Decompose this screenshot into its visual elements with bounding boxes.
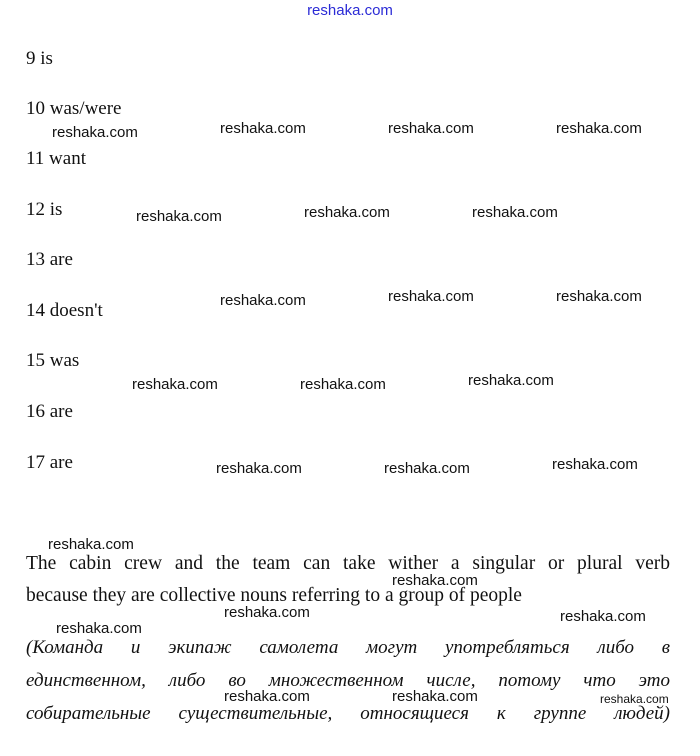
explanation-english: [26, 548, 670, 611]
answer-number: 16: [26, 401, 45, 422]
watermark: reshaka.com: [216, 460, 302, 477]
watermark: reshaka.com: [552, 456, 638, 473]
explanation-english-line: because they are collective nouns referring to a group of people: [26, 584, 522, 606]
answer-item-12: [26, 199, 62, 221]
answer-number: 15: [26, 350, 45, 371]
answer-word: is: [49, 199, 63, 220]
watermark: reshaka.com: [556, 120, 642, 137]
explanation-russian-line: собирательные существительные, относящиеся к группе людей): [26, 703, 670, 724]
watermark: reshaka.com: [136, 208, 222, 225]
watermark: reshaka.com: [300, 376, 386, 393]
answer-word: are: [49, 401, 73, 422]
answer-number: 9: [26, 48, 36, 69]
explanation-english-line: The cabin crew and the team can take wither a singular or plural verb: [26, 553, 670, 574]
answer-word: is: [40, 48, 53, 69]
watermark: reshaka.com: [560, 608, 646, 625]
watermark: reshaka.com: [220, 120, 306, 137]
answer-item-17: [26, 452, 73, 474]
answer-number: 11: [26, 148, 45, 169]
answer-word: are: [49, 452, 73, 473]
watermark: reshaka.com: [220, 292, 306, 309]
watermark: reshaka.com: [52, 124, 138, 141]
answer-word: doesn't: [49, 300, 103, 321]
explanation-russian-line: единственном, либо во множественном числе, потому что это: [26, 670, 670, 691]
watermark: reshaka.com: [384, 460, 470, 477]
answer-number: 14: [26, 300, 45, 321]
explanation-russian-line: (Команда и экипаж самолета могут употребляться либо в: [26, 637, 670, 658]
answer-number: 12: [26, 199, 45, 220]
watermark: reshaka.com: [224, 688, 310, 705]
watermark: reshaka.com: [392, 688, 478, 705]
answer-word: are: [49, 249, 73, 270]
site-header-link[interactable]: reshaka.com: [307, 2, 393, 19]
answer-word: was/were: [49, 98, 122, 119]
watermark: reshaka.com: [600, 692, 669, 706]
watermark: reshaka.com: [224, 604, 310, 621]
watermark: reshaka.com: [48, 536, 134, 553]
watermark: reshaka.com: [56, 620, 142, 637]
watermark: reshaka.com: [556, 288, 642, 305]
answer-number: 17: [26, 452, 45, 473]
watermark: reshaka.com: [304, 204, 390, 221]
watermark: reshaka.com: [132, 376, 218, 393]
watermark: reshaka.com: [472, 204, 558, 221]
answer-item-10: [26, 98, 122, 120]
watermark: reshaka.com: [388, 120, 474, 137]
answer-item-13: [26, 249, 73, 271]
answer-number: 10: [26, 98, 45, 119]
answer-item-11: [26, 148, 86, 170]
answer-word: was: [49, 350, 80, 371]
explanation-russian: [26, 631, 670, 730]
answer-item-16: [26, 401, 73, 423]
answer-number: 13: [26, 249, 45, 270]
answer-item-9: [26, 48, 53, 70]
watermark: reshaka.com: [388, 288, 474, 305]
watermark: reshaka.com: [392, 572, 478, 589]
answer-item-14: [26, 300, 103, 322]
answer-item-15: [26, 350, 79, 372]
watermark: reshaka.com: [468, 372, 554, 389]
answer-word: want: [49, 148, 86, 169]
